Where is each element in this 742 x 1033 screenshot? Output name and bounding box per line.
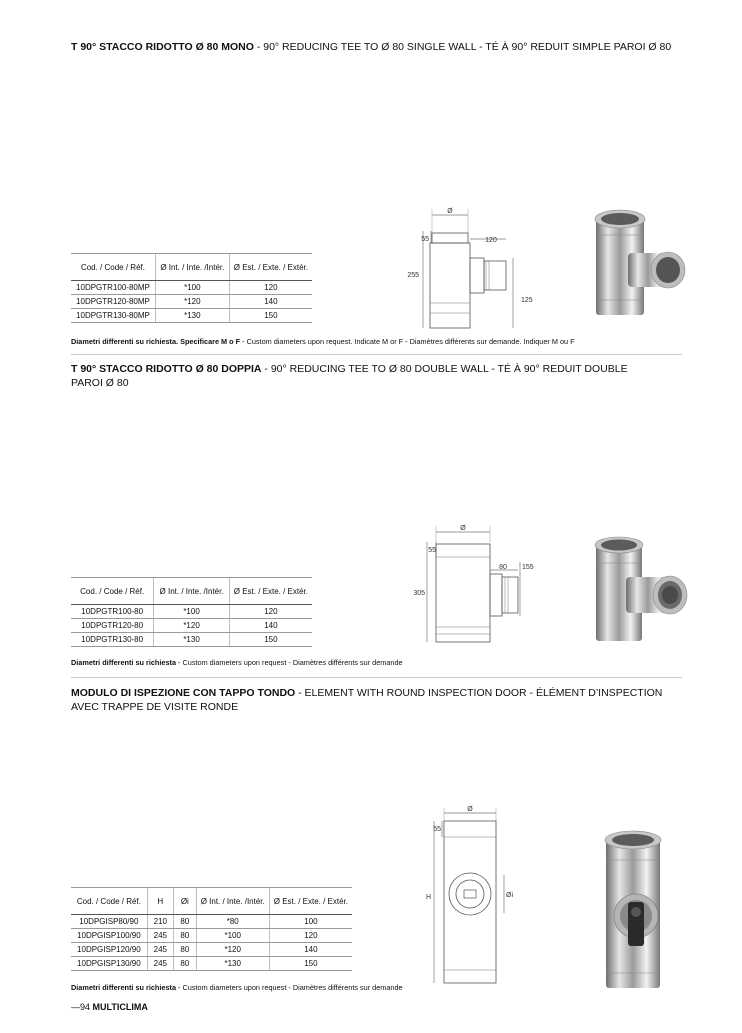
cell-oi: 80	[173, 915, 196, 929]
dim-height: 255	[407, 272, 419, 279]
table-row	[71, 281, 312, 295]
section-1-title-bold: T 90° STACCO RIDOTTO Ø 80 MONO	[71, 41, 254, 53]
cell-code: 10DPGTR120-80	[71, 619, 154, 633]
section-2-table	[71, 577, 312, 647]
dim-branch: 155	[522, 564, 534, 571]
table-header-row	[71, 254, 312, 281]
table-header-row	[71, 578, 312, 605]
section-1-product-photo	[588, 205, 688, 320]
header-int: Ø Int. / Inte. /Intér.	[154, 578, 229, 605]
table-row	[71, 295, 312, 309]
table-row	[71, 929, 352, 943]
table-row	[71, 957, 352, 971]
cell-int: *130	[155, 309, 229, 323]
cell-code: 10DPGTR100-80	[71, 605, 154, 619]
dim-top: 55	[421, 236, 429, 243]
header-int: Ø Int. / Inte. /Intér.	[196, 888, 269, 915]
brand-name: MULTICLIMA	[92, 1002, 148, 1012]
cell-ext: 140	[229, 295, 312, 309]
dim-diameter: Ø	[460, 525, 466, 532]
section-2-title-bold: T 90° STACCO RIDOTTO Ø 80 DOPPIA	[71, 363, 262, 375]
header-ext: Ø Est. / Exte. / Extér.	[229, 254, 312, 281]
section-3-note-bold: Diametri differenti su richiesta	[71, 983, 177, 992]
page-number: 94	[80, 1002, 91, 1012]
cell-int: *100	[196, 929, 269, 943]
header-code: Cod. / Code / Réf.	[71, 578, 154, 605]
section-1-title-rest: - 90° REDUCING TEE TO Ø 80 SINGLE WALL - TÉ À 90° REDUIT SIMPLE PAROI Ø 80	[253, 41, 672, 53]
cell-code: 10DPGTR130-80	[71, 633, 154, 647]
section-1-technical-drawing	[405, 203, 540, 333]
cell-ext: 150	[229, 633, 312, 647]
cell-code: 10DPGISP80/90	[71, 915, 147, 929]
table-row	[71, 605, 312, 619]
section-1-note-bold: Diametri differenti su richiesta. Specificare M o F	[71, 337, 241, 346]
section-3-title-bold: MODULO DI ISPEZIONE CON TAPPO TONDO	[71, 687, 296, 699]
cell-int: *120	[155, 295, 229, 309]
section-1-table	[71, 253, 312, 323]
cell-int: *100	[155, 281, 229, 295]
cell-ext: 140	[269, 943, 352, 957]
section-3-note-rest: - Custom diameters upon request - Diamètres différents sur demande	[176, 983, 403, 992]
cell-int: *130	[154, 633, 229, 647]
cell-ext: 120	[229, 605, 312, 619]
section-2-title	[71, 362, 711, 390]
section-2-note-bold: Diametri differenti su richiesta	[71, 658, 177, 667]
cell-int: *80	[196, 915, 269, 929]
section-2-technical-drawing	[410, 522, 545, 647]
table-header-row	[71, 888, 352, 915]
dim-side: 80	[499, 564, 507, 571]
cell-int: *120	[196, 943, 269, 957]
footer-dash: —	[71, 1002, 80, 1012]
section-divider	[71, 354, 682, 355]
cell-ext: 100	[269, 915, 352, 929]
cell-code: 10DPGTR130-80MP	[71, 309, 155, 323]
cell-oi: 80	[173, 943, 196, 957]
dim-branch: 125	[521, 297, 533, 304]
section-divider	[71, 677, 682, 678]
cell-ext: 150	[269, 957, 352, 971]
section-3-title	[71, 686, 711, 714]
dim-side: 120	[485, 237, 497, 244]
cell-h: 245	[147, 957, 173, 971]
section-1-note-rest: - Custom diameters upon request. Indicate M or F - Diamètres différents sur demande. Indiquer M ou F	[240, 337, 575, 346]
section-3-title-line2: AVEC TRAPPE DE VISITE RONDE	[71, 701, 239, 713]
header-ext: Ø Est. / Exte. / Extér.	[229, 578, 312, 605]
section-3-table	[71, 887, 352, 971]
section-1-title	[71, 40, 711, 54]
section-3-note	[71, 983, 403, 992]
cell-h: 245	[147, 929, 173, 943]
cell-oi: 80	[173, 929, 196, 943]
table-row	[71, 309, 312, 323]
cell-int: *100	[154, 605, 229, 619]
cell-oi: 80	[173, 957, 196, 971]
dim-diameter: Ø	[467, 806, 473, 813]
section-2-product-photo	[590, 535, 690, 645]
section-2-note	[71, 658, 403, 667]
header-code: Cod. / Code / Réf.	[71, 888, 147, 915]
header-code: Cod. / Code / Réf.	[71, 254, 155, 281]
section-2-title-line2: PAROI Ø 80	[71, 377, 129, 389]
cell-int: *120	[154, 619, 229, 633]
cell-h: 245	[147, 943, 173, 957]
table-row	[71, 915, 352, 929]
dim-height: H	[425, 894, 431, 901]
section-1-note	[71, 337, 575, 346]
header-int: Ø Int. / Inte. /Intér.	[155, 254, 229, 281]
cell-code: 10DPGISP120/90	[71, 943, 147, 957]
section-2-note-rest: - Custom diameters upon request - Diamètres différents sur demande	[176, 658, 403, 667]
table-row	[71, 619, 312, 633]
cell-ext: 150	[229, 309, 312, 323]
cell-ext: 140	[229, 619, 312, 633]
dim-top: 55	[428, 547, 436, 554]
page-footer	[71, 1002, 148, 1012]
dim-height: 305	[413, 590, 425, 597]
section-2-title-rest: - 90° REDUCING TEE TO Ø 80 DOUBLE WALL - TÉ À 90° REDUIT DOUBLE	[261, 363, 628, 375]
header-h: H	[147, 888, 173, 915]
table-row	[71, 943, 352, 957]
table-row	[71, 633, 312, 647]
header-ext: Ø Est. / Exte. / Extér.	[269, 888, 352, 915]
section-3-product-photo	[598, 828, 678, 998]
cell-ext: 120	[229, 281, 312, 295]
header-oi: Øi	[173, 888, 196, 915]
cell-code: 10DPGISP100/90	[71, 929, 147, 943]
cell-int: *130	[196, 957, 269, 971]
dim-diameter: Ø	[447, 208, 453, 215]
cell-ext: 120	[269, 929, 352, 943]
cell-code: 10DPGISP130/90	[71, 957, 147, 971]
dim-door: Øi	[506, 892, 513, 899]
cell-code: 10DPGTR100-80MP	[71, 281, 155, 295]
cell-code: 10DPGTR120-80MP	[71, 295, 155, 309]
cell-h: 210	[147, 915, 173, 929]
dim-top: 55	[433, 826, 441, 833]
section-3-title-rest: - ELEMENT WITH ROUND INSPECTION DOOR - ÉLÉMENT D’INSPECTION	[295, 687, 663, 699]
section-3-technical-drawing	[420, 805, 530, 990]
